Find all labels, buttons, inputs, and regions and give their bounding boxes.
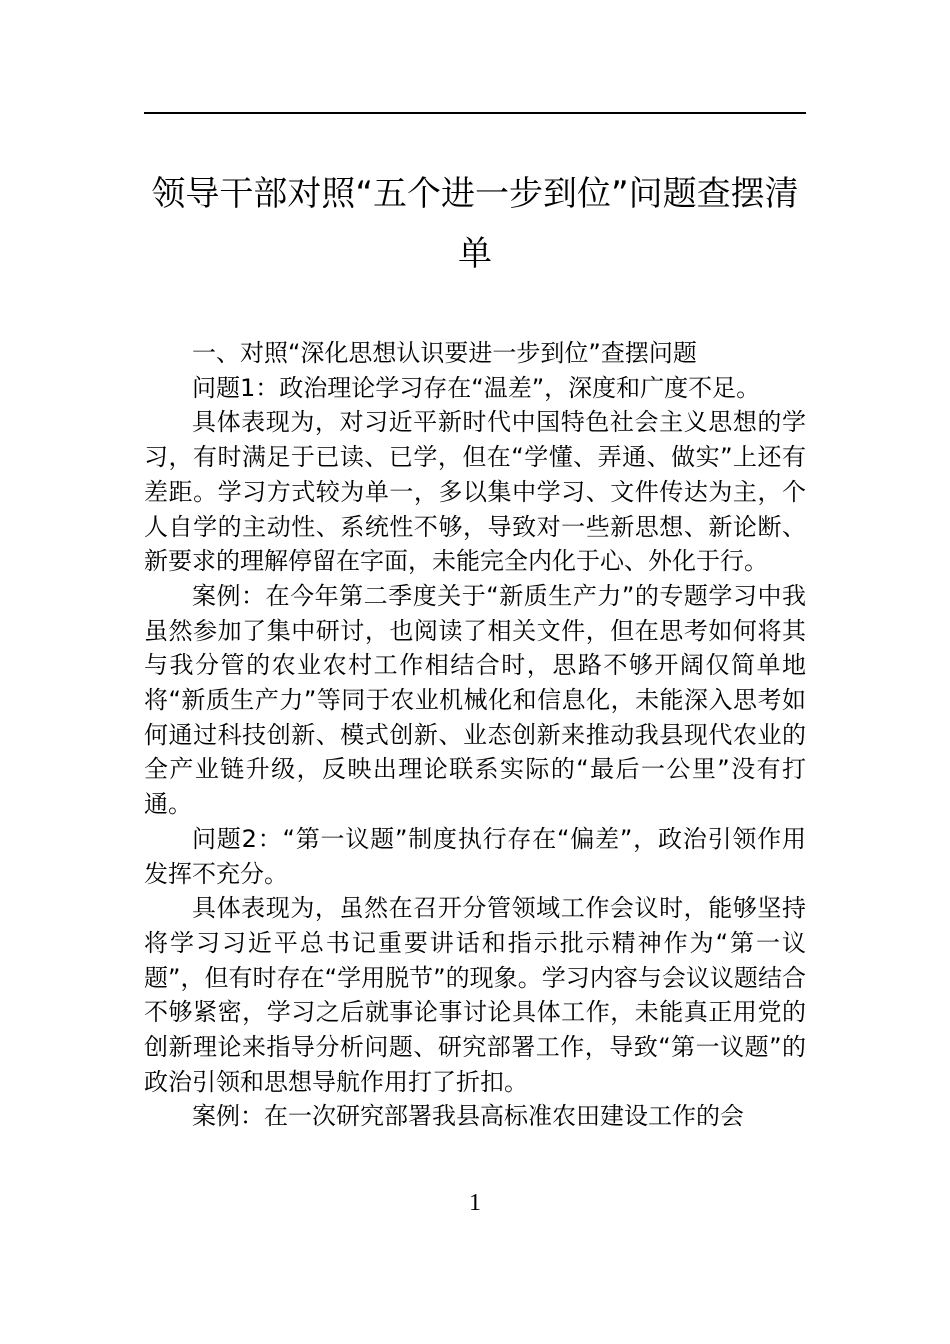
case-paragraph: 案例：在今年第二季度关于“新质生产力”的专题学习中我虽然参加了集中研讨，也阅读了相关文件，但在思考如何将其与我分管的农业农村工作相结合时，思路不够开阔仅简单地将“新质生产力”等同于农业机械化和信息化，未能深入思考如何通过科技创新、模式创新、业态创新来推动我县现代农业的全产业链升级，反映出理论联系实际的“最后一公里”没有打通。 — [144, 581, 806, 819]
body-paragraph: 具体表现为，虽然在召开分管领域工作会议时，能够坚持将学习习近平总书记重要讲话和指示批示精神作为“第一议题”，但有时存在“学用脱节”的现象。学习内容与会议议题结合不够紧密，学习之后就事论事讨论具体工作，未能真正用党的创新理论来指导分析问题、研究部署工作，导致“第一议题”的政治引领和思想导航作用打了折扣。 — [144, 894, 806, 1096]
case-paragraph: 案例：在一次研究部署我县高标准农田建设工作的会 — [192, 1102, 744, 1131]
problem-heading: 问题1：政治理论学习存在“温差”，深度和广度不足。 — [192, 373, 761, 402]
document-body — [144, 336, 806, 1134]
document-title: 领导干部对照“五个进一步到位”问题查摆清单 — [151, 174, 799, 274]
body-paragraph: 具体表现为，对习近平新时代中国特色社会主义思想的学习，有时满足于已读、已学，但在“学懂、弄通、做实”上还有差距。学习方式较为单一，多以集中学习、文件传达为主，个人自学的主动性、系统性不够，导致对一些新思想、新论断、新要求的理解停留在字面，未能完全内化于心、外化于行。 — [144, 408, 806, 576]
page-number: 1 — [469, 1190, 481, 1216]
section-heading: 一、对照“深化思想认识要进一步到位”查摆问题 — [192, 339, 697, 367]
header-rule — [144, 112, 806, 114]
problem-heading: 问题2：“第一议题”制度执行存在“偏差”，政治引领作用发挥不充分。 — [144, 824, 806, 888]
